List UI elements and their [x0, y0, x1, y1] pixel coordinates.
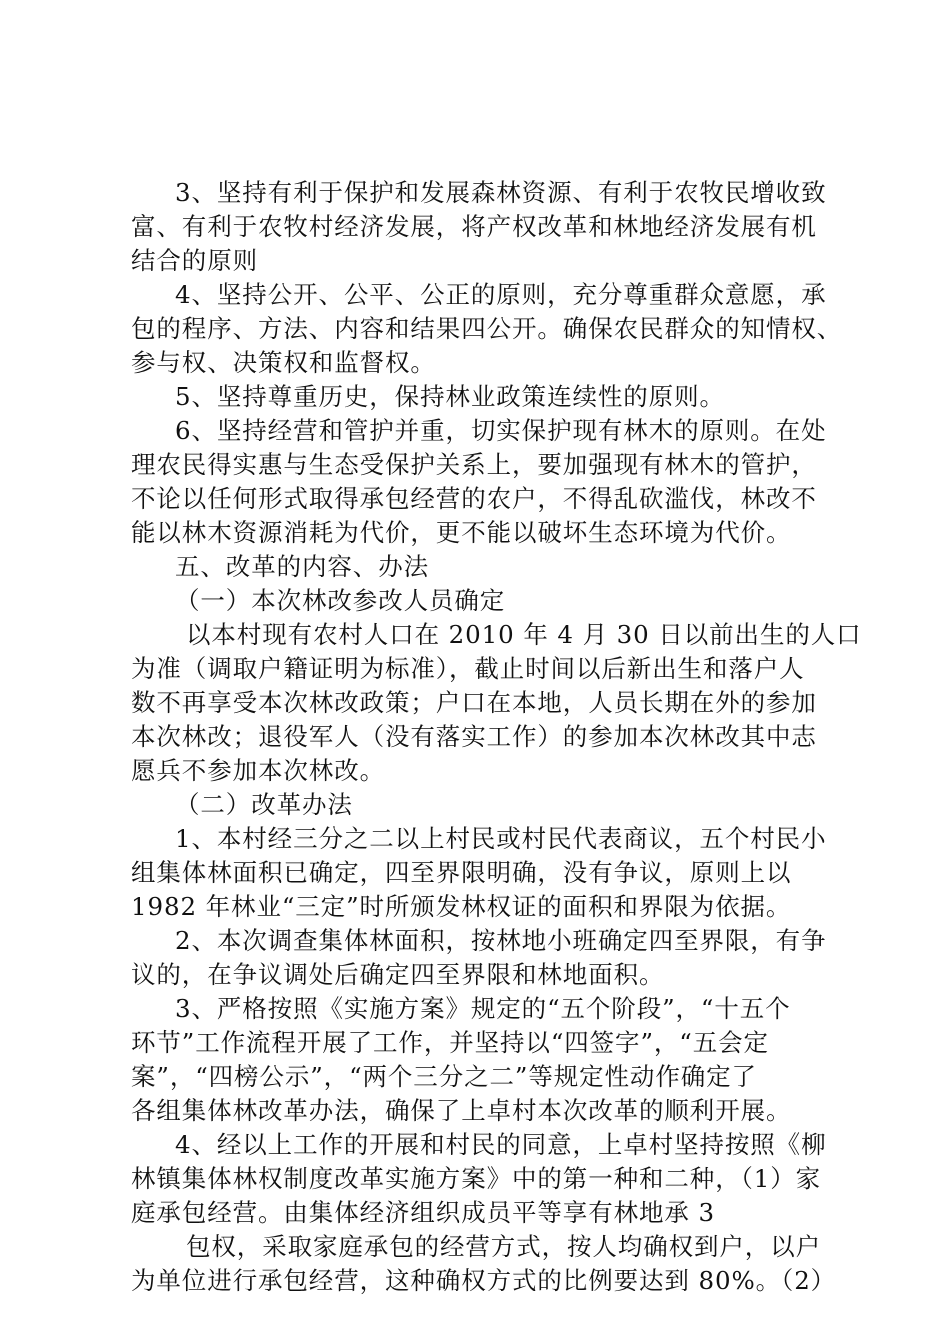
text-line: 林镇集体林权制度改革实施方案》中的第一种和二种，（1）家 [131, 1164, 822, 1193]
text-line: 各组集体林改革办法，确保了上卓村本次改革的顺利开展。 [131, 1096, 792, 1125]
text-line: 不论以任何形式取得承包经营的农户，不得乱砍滥伐，林改不 [131, 484, 817, 513]
subsection-heading: （二）改革办法 [175, 790, 353, 819]
text-line: 为单位进行承包经营，这种确权方式的比例要达到 80%。（2） [131, 1266, 837, 1295]
text-line: 以本村现有农村人口在 2010 年 4 月 30 日以前出生的人口 [186, 620, 862, 649]
text-line: 本次林改；退役军人（没有落实工作）的参加本次林改其中志 [131, 722, 817, 751]
section-heading: 五、改革的内容、办法 [175, 552, 429, 581]
text-line: 案”，“四榜公示”，“两个三分之二”等规定性动作确定了 [131, 1062, 757, 1091]
text-line: 2、本次调查集体林面积，按林地小班确定四至界限，有争 [175, 926, 827, 955]
text-line: 为准（调取户籍证明为标准），截止时间以后新出生和落户人 [131, 654, 805, 683]
text-line: 议的，在争议调处后确定四至界限和林地面积。 [131, 960, 665, 989]
text-line: 6、坚持经营和管护并重，切实保护现有林木的原则。在处 [175, 416, 827, 445]
text-line: 3、严格按照《实施方案》规定的“五个阶段”，“十五个 [175, 994, 791, 1023]
text-line: 结合的原则 [131, 246, 258, 275]
text-line: 参与权、决策权和监督权。 [131, 348, 436, 377]
text-line: 理农民得实惠与生态受保护关系上，要加强现有林木的管护， [131, 450, 817, 479]
subsection-heading: （一）本次林改参改人员确定 [175, 586, 506, 615]
text-line: 愿兵不参加本次林改。 [131, 756, 385, 785]
text-line: 5、坚持尊重历史，保持林业政策连续性的原则。 [175, 382, 725, 411]
text-line: 富、有利于农牧村经济发展，将产权改革和林地经济发展有机 [131, 212, 817, 241]
text-line: 1、本村经三分之二以上村民或村民代表商议，五个村民小 [175, 824, 827, 853]
text-line: 组集体林面积已确定，四至界限明确，没有争议，原则上以 [131, 858, 792, 887]
text-line: 3、坚持有利于保护和发展森林资源、有利于农牧民增收致 [175, 178, 827, 207]
text-line: 包权，采取家庭承包的经营方式，按人均确权到户，以户 [186, 1232, 821, 1261]
text-line: 数不再享受本次林改政策；户口在本地，人员长期在外的参加 [131, 688, 817, 717]
text-line: 包的程序、方法、内容和结果四公开。确保农民群众的知情权、 [131, 314, 843, 343]
text-line: 4、坚持公开、公平、公正的原则，充分尊重群众意愿，承 [175, 280, 827, 309]
text-line: 能以林木资源消耗为代价，更不能以破坏生态环境为代价。 [131, 518, 792, 547]
text-line: 庭承包经营。由集体经济组织成员平等享有林地承 3 [131, 1198, 715, 1227]
text-line: 1982 年林业“三定”时所颁发林权证的面积和界限为依据。 [131, 892, 792, 921]
text-line: 4、经以上工作的开展和村民的同意，上卓村坚持按照《柳 [175, 1130, 827, 1159]
text-line: 环节”工作流程开展了工作，并坚持以“四签字”，“五会定 [131, 1028, 769, 1057]
